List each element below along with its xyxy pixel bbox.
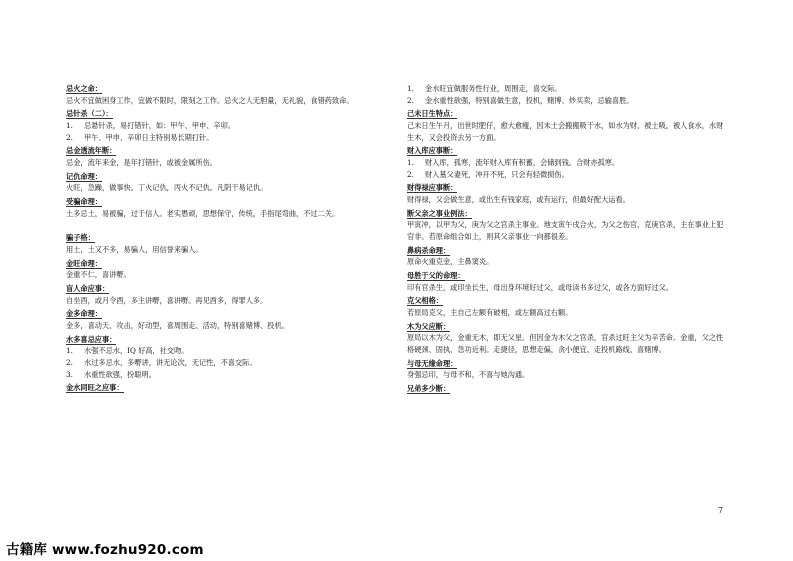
- list-item-number: 1.: [66, 120, 73, 130]
- list-item: [407, 95, 725, 107]
- section-heading-text: 鼻病杀命理：: [407, 245, 451, 255]
- list-item: [66, 369, 386, 381]
- list-item-text: 金水重性欲强，特别喜做生意，投机，赌博、炒买卖，忌输喜胜。: [425, 95, 634, 105]
- list-item: [407, 83, 725, 95]
- section-heading-text: 兄弟多少断：: [407, 384, 451, 394]
- paragraph: 身强忌印，与母不和，不喜与她沟通。: [407, 370, 530, 380]
- list-item-text: 甲午、甲申、辛卯日主特别易长期打针。: [84, 132, 214, 142]
- section-heading: [407, 383, 725, 395]
- list-item-text: 金水旺宜做服务性行业，周围走，喜交际。: [425, 84, 562, 93]
- section-heading: [407, 321, 725, 333]
- section-heading-text: 己未日生特点：: [407, 109, 458, 119]
- section-heading-text: 财得禄应事断：: [407, 183, 458, 193]
- list-item-text: 忌悬针杀，易打错针，如：甲午、甲申、辛卯。: [84, 120, 235, 130]
- section-heading-text: 金水同旺之应事：: [66, 383, 124, 393]
- section-heading: [66, 145, 386, 157]
- section-heading-text: 金多命理：: [66, 309, 102, 319]
- list-item: [66, 120, 386, 132]
- section-heading-text: 与母无缘命理：: [407, 358, 458, 368]
- section-heading-text: 水多喜忌应事：: [66, 334, 117, 344]
- list-item-number: 2.: [66, 132, 73, 142]
- list-item-text: 水重性欲强，扮聪明。: [84, 369, 156, 379]
- section-heading: [66, 382, 386, 394]
- section-heading-text: 断父亲之事业例法：: [407, 208, 472, 218]
- section-heading-text: 财入库应事断：: [407, 146, 458, 156]
- list-item: [407, 157, 725, 169]
- section-heading: [407, 108, 725, 120]
- list-item-number: 3.: [66, 369, 73, 379]
- section-heading: [407, 295, 725, 307]
- left-column: [66, 83, 386, 394]
- section-heading: [66, 83, 386, 95]
- paragraph: 忌金，流年来金，是年打错针，或被金属所伤。: [66, 157, 217, 167]
- paragraph: 用土，土又不多，易骗人，用信誉来骗人。: [66, 244, 203, 254]
- list-item: [66, 357, 386, 369]
- section-heading: [407, 208, 725, 220]
- paragraph: 印有官杀生，或印坐长生，母出身环境好过父，或母读书多过父，或各方面好过父。: [407, 282, 673, 292]
- section-heading: [407, 358, 725, 370]
- paragraph: 财得禄，父会做生意，或出生有钱家庭，或有运行，但最好配大运看。: [407, 194, 630, 204]
- paragraph: 原局以木为父，金重无木，即无父星。但因金为木父之官杀，官杀过旺主父为辛苦命。金重，父之性格硬颈、固执、急功近利。走捷径，思想走偏，贪小便宜、走投机路线、喜赌博。: [407, 333, 724, 354]
- section-heading: [407, 270, 725, 282]
- section-heading-text: 受骗命理：: [66, 197, 102, 207]
- section-heading: [66, 283, 386, 295]
- list-item-number: 2.: [407, 95, 414, 105]
- footer-watermark: 古籍库 www.fozhu920.com: [6, 542, 204, 558]
- section-heading: [66, 171, 386, 183]
- section-heading-text: 母胜于父的命理：: [407, 271, 465, 281]
- paragraph: 原命火重克金，主鼻窦炎。: [407, 257, 494, 267]
- list-item-number: 1.: [407, 84, 414, 93]
- section-heading: [407, 182, 725, 194]
- paragraph: 火旺，急躁，做事快。丁火记仇，丙火不记仇。凡阴干易记仇。: [66, 183, 268, 193]
- paragraph: 自坐酉，或月令酉，多主讲嘢，喜讲嘢。再见酉多，得罪人多。: [66, 295, 268, 305]
- right-column: [407, 83, 725, 395]
- list-item-text: 财入墓父妻死，冲开不死，只会有轻微损伤。: [425, 169, 569, 179]
- section-heading: [66, 196, 386, 208]
- list-item-text: 财入库，孤寒，流年财入库有积蓄，会储到钱。合财亦孤寒。: [425, 157, 620, 167]
- list-item-number: 2.: [66, 357, 73, 367]
- section-heading-text: 骗子格：: [66, 233, 95, 243]
- section-heading-text: 忌针杀（二）：: [66, 109, 113, 119]
- list-item-text: 水强不忌水，IQ 好高，社交吻。: [84, 346, 189, 356]
- section-heading-text: 克父相格：: [407, 296, 443, 306]
- section-heading-text: 盲人命应事：: [66, 284, 110, 294]
- paragraph: 己未日生午月，出世时肥仔，愈大愈瘦，因未土会搬搬吸干水，如水为财，被土吸，被人食水，水财生木，又会投资去另一方面。: [407, 120, 724, 142]
- list-item: [66, 345, 386, 357]
- section-heading: [66, 108, 386, 120]
- paragraph: 土多忌土，易被骗，过于信人。老实愚顽，思想保守，传统，手指尾弯曲，不过二关。: [66, 208, 340, 218]
- section-heading-text: 记仇命理：: [66, 171, 102, 181]
- list-item-number: 1.: [407, 157, 414, 167]
- page-number: 7: [718, 506, 724, 515]
- section-heading: [407, 145, 725, 157]
- section-heading: [66, 308, 386, 320]
- section-heading-text: 金旺命理：: [66, 258, 102, 268]
- paragraph: 忌火不宜做困身工作，宜做不限时，限刻之工作。忌火之人无胆量，无礼貌，食错药致命。: [66, 95, 354, 105]
- section-heading-text: 木为父应断：: [407, 321, 451, 331]
- paragraph: 甲寅冲，以甲为父，庚为父之官杀主事业。地支寅午戌合火，为父之伤官，克庚官杀，主在事业上犯官非。若原命组合如上，则其父亲事业一向都很差。: [407, 220, 724, 241]
- list-item: [407, 169, 725, 181]
- section-heading: [66, 334, 386, 346]
- section-heading: [66, 258, 386, 270]
- paragraph: 若原局克父，主自己左额有破相，或左额高过右额。: [407, 308, 573, 317]
- paragraph: 金重不仁，喜讲嘢。: [66, 270, 131, 280]
- list-item-number: 1.: [66, 346, 73, 356]
- section-heading-text: 忌火之命：: [66, 84, 102, 93]
- list-item: [66, 132, 386, 144]
- section-heading: [407, 245, 725, 257]
- section-heading: [66, 232, 386, 244]
- list-item-text: 水过多忌水，多嘢讲，讲无论次，无记性，不喜交际。: [84, 357, 257, 367]
- section-heading-text: 忌金透流年断：: [66, 146, 117, 156]
- paragraph: 金多，喜动天、攻击，好动型，喜周围走、活动，特别喜赌博、投机。: [66, 321, 289, 330]
- list-item-number: 2.: [407, 169, 414, 179]
